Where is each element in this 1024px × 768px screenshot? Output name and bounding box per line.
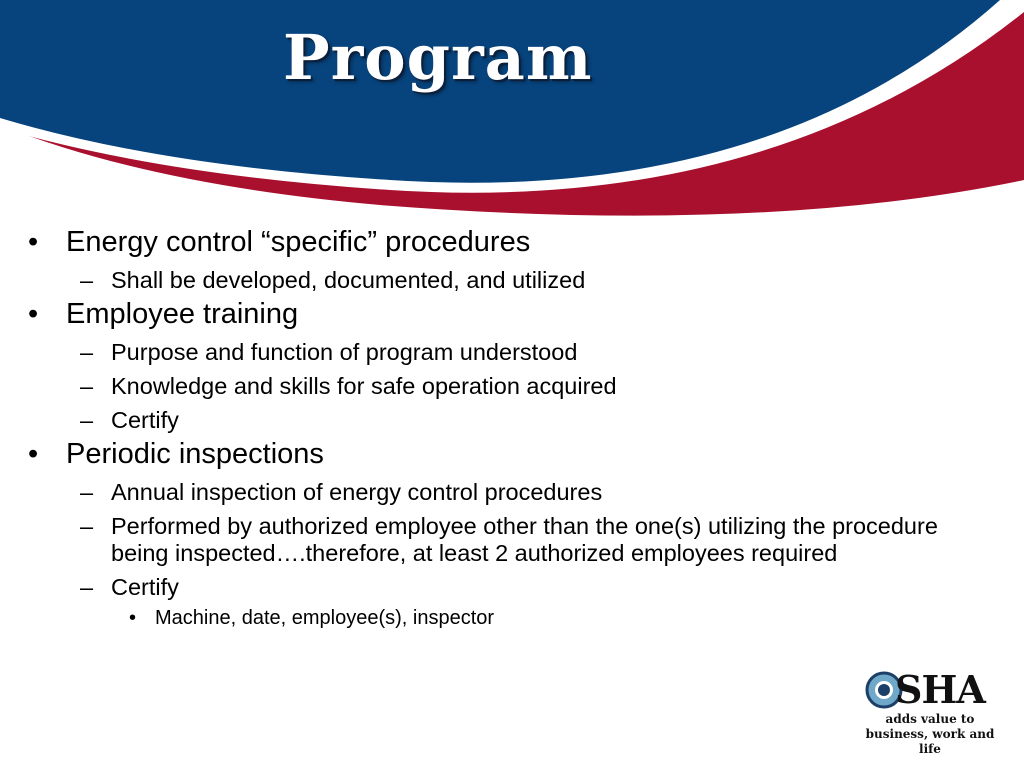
bullet-employee-training [28, 296, 998, 332]
bullet-marker: • [129, 607, 137, 629]
bullet-marker: • [28, 438, 39, 470]
dash-marker: – [80, 513, 94, 539]
dash-marker: – [80, 339, 94, 365]
sub-bullet [28, 479, 998, 506]
osha-tagline: adds value to business, work and life [865, 712, 995, 756]
sub-bullet [28, 407, 998, 434]
bullet-list [28, 224, 998, 630]
sub-bullet-text: Annual inspection of energy control procedures [111, 479, 603, 505]
sub-sub-bullet-text: Machine, date, employee(s), inspector [155, 607, 495, 629]
sub-bullet-text: Shall be developed, documented, and utilized [111, 267, 586, 293]
dash-marker: – [80, 479, 94, 505]
dash-marker: – [80, 267, 94, 293]
sub-bullet [28, 513, 998, 567]
sub-bullet-text: Certify [111, 407, 179, 433]
sub-bullet-text: Knowledge and skills for safe operation acquired [111, 373, 617, 399]
sub-bullet [28, 574, 998, 601]
slide-title: Program [283, 21, 593, 94]
sub-bullet [28, 373, 998, 400]
sub-bullet-text: Purpose and function of program understood [111, 339, 578, 365]
sub-bullet [28, 339, 998, 366]
sub-bullet [28, 267, 998, 294]
bullet-marker: • [28, 226, 39, 258]
bullet-text: Employee training [66, 298, 299, 330]
dash-marker: – [80, 373, 94, 399]
sub-bullet-text: Certify [111, 574, 179, 600]
dash-marker: – [80, 407, 94, 433]
sub-sub-bullet [28, 606, 998, 630]
osha-wordmark: SHA [895, 667, 985, 712]
bullet-marker: • [28, 298, 39, 330]
dash-marker: – [80, 574, 94, 600]
sub-bullet-text: Performed by authorized employee other than the one(s) utilizing the procedure being inspected….therefore, at least 2 authorized employees required [111, 513, 938, 566]
bullet-periodic-inspections [28, 436, 998, 472]
slide-content [28, 222, 998, 630]
bullet-text: Energy control “specific” procedures [66, 226, 531, 258]
bullet-text: Periodic inspections [66, 438, 324, 470]
bullet-energy-control [28, 224, 998, 260]
